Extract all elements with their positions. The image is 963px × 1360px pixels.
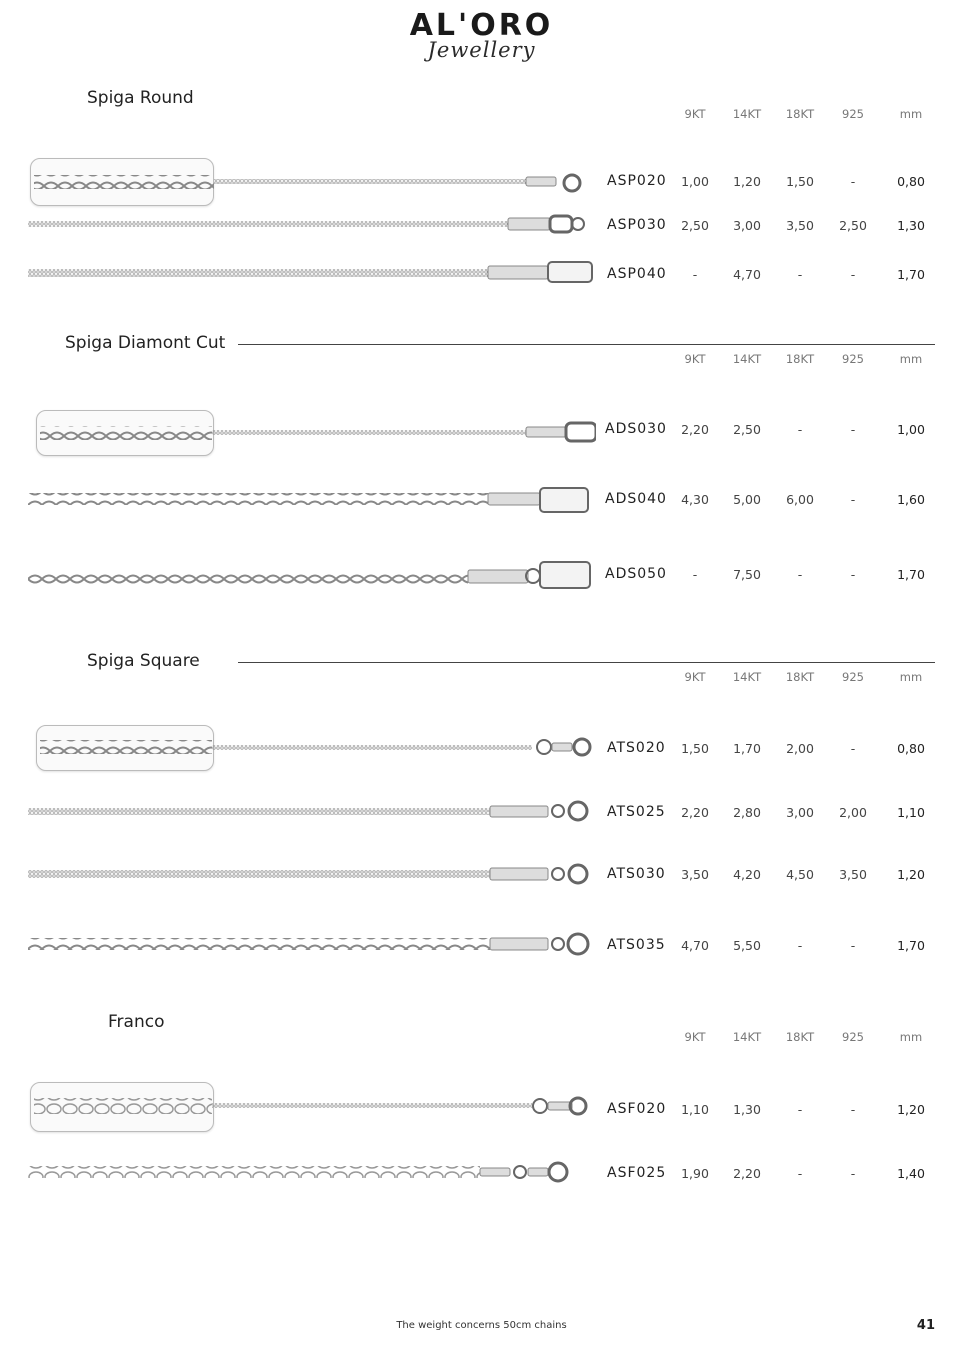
weight-9kt: 4,70 — [681, 938, 709, 953]
weight-9kt: 1,90 — [681, 1166, 709, 1181]
weight-925: - — [850, 567, 856, 582]
section-title-spiga-square: Spiga Square — [87, 651, 200, 671]
weight-18kt: 1,50 — [786, 174, 814, 189]
section-divider — [238, 662, 935, 663]
weight-14kt: 7,50 — [733, 567, 761, 582]
weight-14kt: 5,50 — [733, 938, 761, 953]
weight-18kt: - — [797, 1166, 803, 1181]
column-header-14kt: 14KT — [732, 352, 762, 366]
column-header-18kt: 18KT — [785, 1030, 815, 1044]
chain-image-ads030 — [36, 415, 596, 450]
column-header-925: 925 — [842, 1030, 864, 1044]
product-code: ASF020 — [607, 1101, 667, 1117]
product-code: ATS020 — [607, 740, 666, 756]
weight-925: 2,00 — [839, 805, 867, 820]
chain-image-ads040 — [28, 484, 593, 518]
column-header-mm: mm — [899, 670, 923, 684]
column-header-mm: mm — [899, 1030, 923, 1044]
weight-9kt: 1,00 — [681, 174, 709, 189]
weight-925: 2,50 — [839, 218, 867, 233]
weight-14kt: 4,20 — [733, 867, 761, 882]
chain-image-ats035 — [28, 928, 593, 960]
weight-925: - — [850, 1102, 856, 1117]
chain-image-ads050 — [28, 558, 593, 594]
column-header-18kt: 18KT — [785, 670, 815, 684]
width-mm: 1,00 — [897, 422, 925, 437]
product-code: ADS030 — [605, 421, 667, 437]
weight-9kt: 4,30 — [681, 492, 709, 507]
section-title-spiga-diamont-cut: Spiga Diamont Cut — [65, 333, 226, 353]
weight-18kt: 2,00 — [786, 741, 814, 756]
weight-925: - — [850, 741, 856, 756]
product-code: ADS040 — [605, 491, 667, 507]
product-code: ATS035 — [607, 937, 666, 953]
chain-image-asp020 — [30, 165, 590, 200]
column-header-14kt: 14KT — [732, 107, 762, 121]
weight-9kt: - — [692, 267, 698, 282]
weight-9kt: 2,20 — [681, 422, 709, 437]
width-mm: 1,20 — [897, 867, 925, 882]
column-header-9kt: 9KT — [684, 352, 706, 366]
weight-925: - — [850, 1166, 856, 1181]
product-code: ASP040 — [607, 266, 667, 282]
weight-925: - — [850, 492, 856, 507]
column-header-925: 925 — [842, 352, 864, 366]
weight-9kt: 1,10 — [681, 1102, 709, 1117]
section-title-spiga-round: Spiga Round — [87, 88, 194, 108]
page-number: 41 — [916, 1318, 935, 1333]
weight-925: - — [850, 422, 856, 437]
column-header-925: 925 — [842, 670, 864, 684]
weight-18kt: 3,50 — [786, 218, 814, 233]
weight-9kt: 3,50 — [681, 867, 709, 882]
chain-image-ats025 — [28, 797, 593, 827]
weight-18kt: - — [797, 1102, 803, 1117]
weight-14kt: 3,00 — [733, 218, 761, 233]
weight-925: - — [850, 938, 856, 953]
weight-925: - — [850, 267, 856, 282]
weight-9kt: - — [692, 567, 698, 582]
width-mm: 0,80 — [897, 174, 925, 189]
product-code: ADS050 — [605, 566, 667, 582]
column-header-925: 925 — [842, 107, 864, 121]
width-mm: 1,70 — [897, 938, 925, 953]
chain-image-asp040 — [28, 258, 598, 288]
width-mm: 1,70 — [897, 567, 925, 582]
weight-14kt: 5,00 — [733, 492, 761, 507]
chain-image-asf025 — [28, 1156, 593, 1190]
brand-logo — [0, 10, 963, 62]
section-title-franco: Franco — [108, 1012, 165, 1032]
column-header-9kt: 9KT — [684, 107, 706, 121]
column-header-9kt: 9KT — [684, 670, 706, 684]
weight-9kt: 2,20 — [681, 805, 709, 820]
width-mm: 1,10 — [897, 805, 925, 820]
width-mm: 1,20 — [897, 1102, 925, 1117]
column-header-18kt: 18KT — [785, 352, 815, 366]
column-header-14kt: 14KT — [732, 1030, 762, 1044]
weight-18kt: - — [797, 938, 803, 953]
section-divider — [238, 344, 935, 345]
product-code: ASP030 — [607, 217, 667, 233]
column-header-9kt: 9KT — [684, 1030, 706, 1044]
weight-18kt: 4,50 — [786, 867, 814, 882]
product-code: ASF025 — [607, 1165, 667, 1181]
chain-image-ats020 — [36, 730, 596, 765]
product-code: ASP020 — [607, 173, 667, 189]
width-mm: 1,60 — [897, 492, 925, 507]
weight-925: - — [850, 174, 856, 189]
product-code: ATS025 — [607, 804, 666, 820]
brand-subtitle: Jewellery — [427, 38, 536, 62]
chain-image-asp030 — [28, 210, 593, 240]
width-mm: 0,80 — [897, 741, 925, 756]
weight-14kt: 2,50 — [733, 422, 761, 437]
weight-18kt: - — [797, 267, 803, 282]
column-header-18kt: 18KT — [785, 107, 815, 121]
weight-925: 3,50 — [839, 867, 867, 882]
weight-18kt: 6,00 — [786, 492, 814, 507]
brand-name: AL'ORO — [409, 8, 554, 43]
width-mm: 1,30 — [897, 218, 925, 233]
column-header-mm: mm — [899, 107, 923, 121]
weight-18kt: - — [797, 422, 803, 437]
chain-image-ats030 — [28, 858, 593, 890]
weight-14kt: 1,70 — [733, 741, 761, 756]
product-code: ATS030 — [607, 866, 666, 882]
weight-14kt: 1,30 — [733, 1102, 761, 1117]
weight-14kt: 4,70 — [733, 267, 761, 282]
width-mm: 1,70 — [897, 267, 925, 282]
column-header-mm: mm — [899, 352, 923, 366]
weight-18kt: - — [797, 567, 803, 582]
weight-14kt: 1,20 — [733, 174, 761, 189]
column-header-14kt: 14KT — [732, 670, 762, 684]
weight-9kt: 1,50 — [681, 741, 709, 756]
width-mm: 1,40 — [897, 1166, 925, 1181]
weight-14kt: 2,20 — [733, 1166, 761, 1181]
weight-9kt: 2,50 — [681, 218, 709, 233]
weight-14kt: 2,80 — [733, 805, 761, 820]
footer-note: The weight concerns 50cm chains — [396, 1320, 567, 1331]
weight-18kt: 3,00 — [786, 805, 814, 820]
chain-image-asf020 — [30, 1088, 595, 1124]
